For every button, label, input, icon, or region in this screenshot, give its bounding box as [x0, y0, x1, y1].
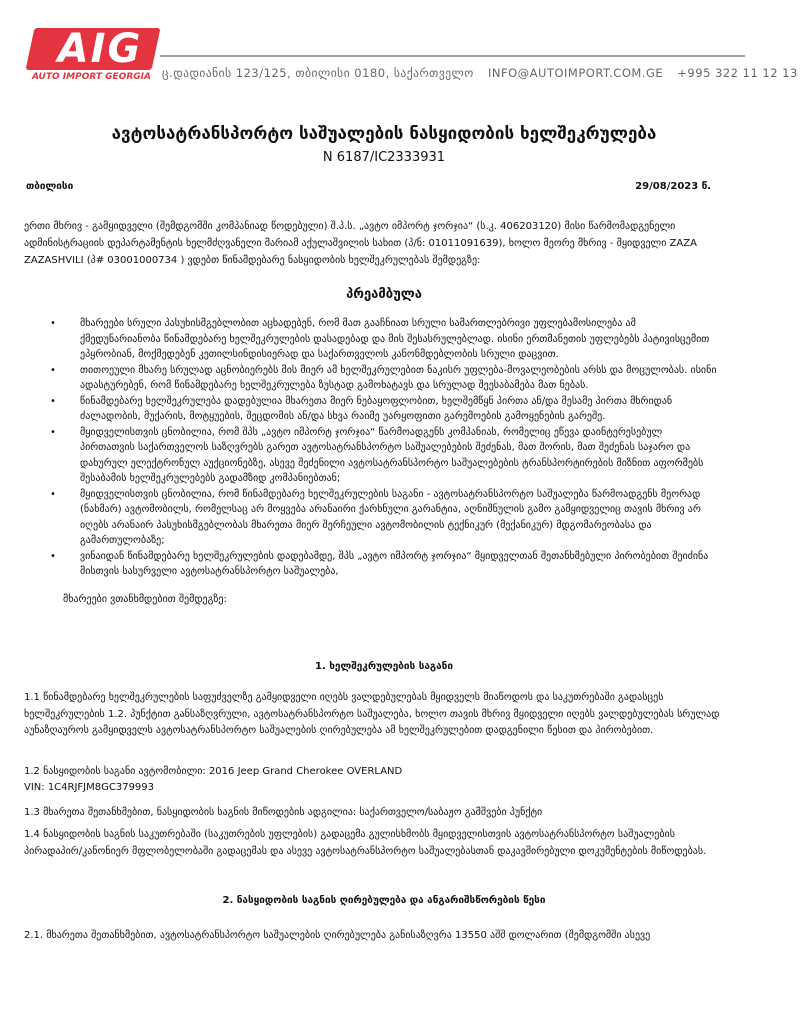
list-item: • თითოეული მხარე სრულად აცნობიერებს მის მიერ ამ ხელშეკრულებით ნაკისრ უფლება-მოვალეობების არსს და მოცულობას. ისინი ადასტურებენ, რომ წინამდებარე ხელშეკრულება ზუსტად გამოხატავს და სრულად შეესაბამება მათ ნებას. — [50, 364, 717, 391]
preamble-list — [50, 316, 718, 580]
contract-number: N 6187/IC2333931 — [322, 150, 446, 165]
clause-1-3: 1.3 მხარეთა შეთანხმებით, ნასყიდობის საგნის მიწოდების ადგილია: საქართველო/საბაჟო გამშვები პუნქტი — [24, 807, 543, 818]
section-1-heading: 1. ხელშეკრულების საგანი — [314, 661, 453, 672]
bullet-icon: • — [50, 318, 56, 329]
list-item: • მყიდველისთვის ცნობილია, რომ შპს „ავტო იმპორტ ჯორჯია“ წარმოადგენს კომპანიას, რომელიც ეწევა დაინტერესებულ პირთათვის საქართველოს საზღვრებს გარეთ ავტოსატრანსპორტო საშუალებების შეძენას, მათ შორის, მათ შეძენას საჯარო და დახურულ ელექტრონულ აუქციონებზე, ასევე შეძენილი ავტოსატრანსპორტო საშუალებების ტრანსპორტირების მიზნით აფორმებს შესაბამის ხელშეკრულებებს გადამზიდ კომპანიებთან; — [50, 426, 704, 484]
bullet-icon: • — [50, 488, 56, 500]
logo-subtitle: AUTO IMPORT GEORGIA — [32, 72, 151, 82]
contract-city: თბილისი — [26, 181, 74, 192]
list-item: • მხარეები სრული პასუხისმგებლობით აცხადებენ, რომ მათ გააჩნიათ სრული სამართლებრივი უფლებამოსილება ამ ქმედუნარიანობა წინამდებარე ხელშეკრულების დასადებად და მის შესასრულებლად. ისინი ერთმანეთის უფლებებს პატივისცემით ეპყრობიან, მოქმედებენ კეთილსინდისიერად და საქართველოს კანონმდებლობის სრული დაცვით. — [50, 318, 710, 360]
clause-1-2 — [24, 764, 734, 796]
document-title: ავტოსატრანსპორტო საშუალების ნასყიდობის ხელშეკრულება — [111, 124, 657, 144]
company-address: ც.დადიანის 123/125, თბილისი 0180, საქართველო — [162, 66, 474, 80]
company-phone[interactable]: +995 322 11 12 13 — [677, 66, 798, 80]
clause-2-1: 2.1. მხარეთა შეთანხმებით, ავტოსატრანსპორტო საშუალების ღირებულება განისაზღვრა 13550 აშშ დოლარით (შემდგომში ასევე — [24, 930, 651, 941]
bullet-icon: • — [50, 426, 56, 438]
clause-1-1: 1.1 წინამდებარე ხელშეკრულების საფუძველზე გამყიდველი იღებს ვალდებულებას მყიდველს მიაწოდოს და საკუთრებაში გადასცეს ხელშეკრულების 1.2. პუნქტით განსაზღვრული, ავტოსატრანსპორტო საშუალება, ხოლო თავის მხრივ მყიდველი იღებს ვალდებულებას სრულად აუნაზღაუროს გამყიდველს ავტოსატრანსპორტო საშუალების ღირებულება ამ ხელშეკრულებით დადგენილი წესით და პირობებით. — [24, 692, 720, 736]
clause-1-4: 1.4 ნასყიდობის საგნის საკუთრებაში (საკუთრების უფლების) გადაცემა გულისხმობს მყიდველისთვის ავტოსატრანსპორტო საშუალების პირადაპირ/კანონიერ მფლობელობაში გადაცემას და ასევე ავტოსატრანსპორტო საშუალებასთან დაკავშირებული დოკუმენტების მიწოდებას. — [24, 829, 707, 857]
logo-letters: AIG — [57, 26, 143, 72]
bullet-icon: • — [50, 395, 56, 407]
vehicle-line: 1.2 ნასყიდობის საგანი ავტომობილი: 2016 Jeep Grand Cherokee OVERLAND — [24, 766, 403, 777]
section-2-heading: 2. ნასყიდობის საგნის ღირებულება და ანგარიშსწორების წესი — [222, 895, 546, 906]
list-item: • მყიდველისთვის ცნობილია, რომ წინამდებარე ხელშეკრულების საგანი - ავტოსატრანსპორტო საშუალება წარმოადგენს მეორად (ნახმარ) ავტომობილს, რომელსაც არ მოყვება არანაირი ქარხნული გარანტია, აღნიშნულის გამო გამყიდველიც თავის მხრივ არ იღებს არანაირ პასუხისმგებლობას მხარეთა მიერ შერჩეული ავტომობილის ტექნიკურ (მექანიკურ) მდგომარეობასა და გამართულობაზე; — [50, 488, 701, 546]
list-item: • წინამდებარე ხელშეკრულება დადებულია მხარეთა მიერ ნებაყოფლობით, ხელშემწყნ პირთა ან/და მესამე პირთა მხრიდან ძალადობის, მუქარის, მოტყუების, შეცდომის ან/და სხვა რაიმე უარყოფითი გარემოების გამოყენების გარეშე. — [50, 395, 673, 422]
preamble-heading: პრეამბულა — [346, 287, 422, 302]
agreement-line: მხარეები ვთანხმდებით შემდეგზე: — [63, 594, 227, 605]
intro-paragraph: ერთი მხრივ - გამყიდველი (შემდგომში კომპანიად წოდებული) შ.პ.ს. „ავტო იმპორტ ჯორჯია“ (ს.კ. 406203120) მისი წარმომადგენელი ადმინისტრაციის დეპარტამენტის ხელმძღვანელი მარიამ აქულაშვილის სახით (პ/ნ: 01011091639), ხოლო მეორე მხრივ - მყიდველი ZAZA ZAZASHVILI (პ# 03001000734 ) ვდებთ წინამდებარე ნასყიდობის ხელშეკრულებას შემდეგზე: — [24, 221, 697, 266]
list-item: • ვინაიდან წინამდებარე ხელშეკრულების დადებამდე, შპს „ავტო იმპორტ ჯორჯია“ მყიდველთან შეთანხმებული პირობებით შეიძინა მისთვის სასურველი ავტოსატრანსპორტო საშუალება, — [50, 550, 709, 577]
vin-line: VIN: 1C4RJFJM8GC379993 — [24, 782, 155, 793]
company-logo — [30, 28, 160, 88]
contract-date: 29/08/2023 წ. — [635, 181, 711, 192]
bullet-icon: • — [50, 550, 56, 562]
company-email[interactable]: INFO@AUTOIMPORT.COM.GE — [488, 66, 664, 80]
letterhead — [0, 0, 798, 98]
header-divider — [160, 55, 745, 57]
bullet-icon: • — [50, 364, 56, 376]
contact-line — [162, 66, 808, 80]
